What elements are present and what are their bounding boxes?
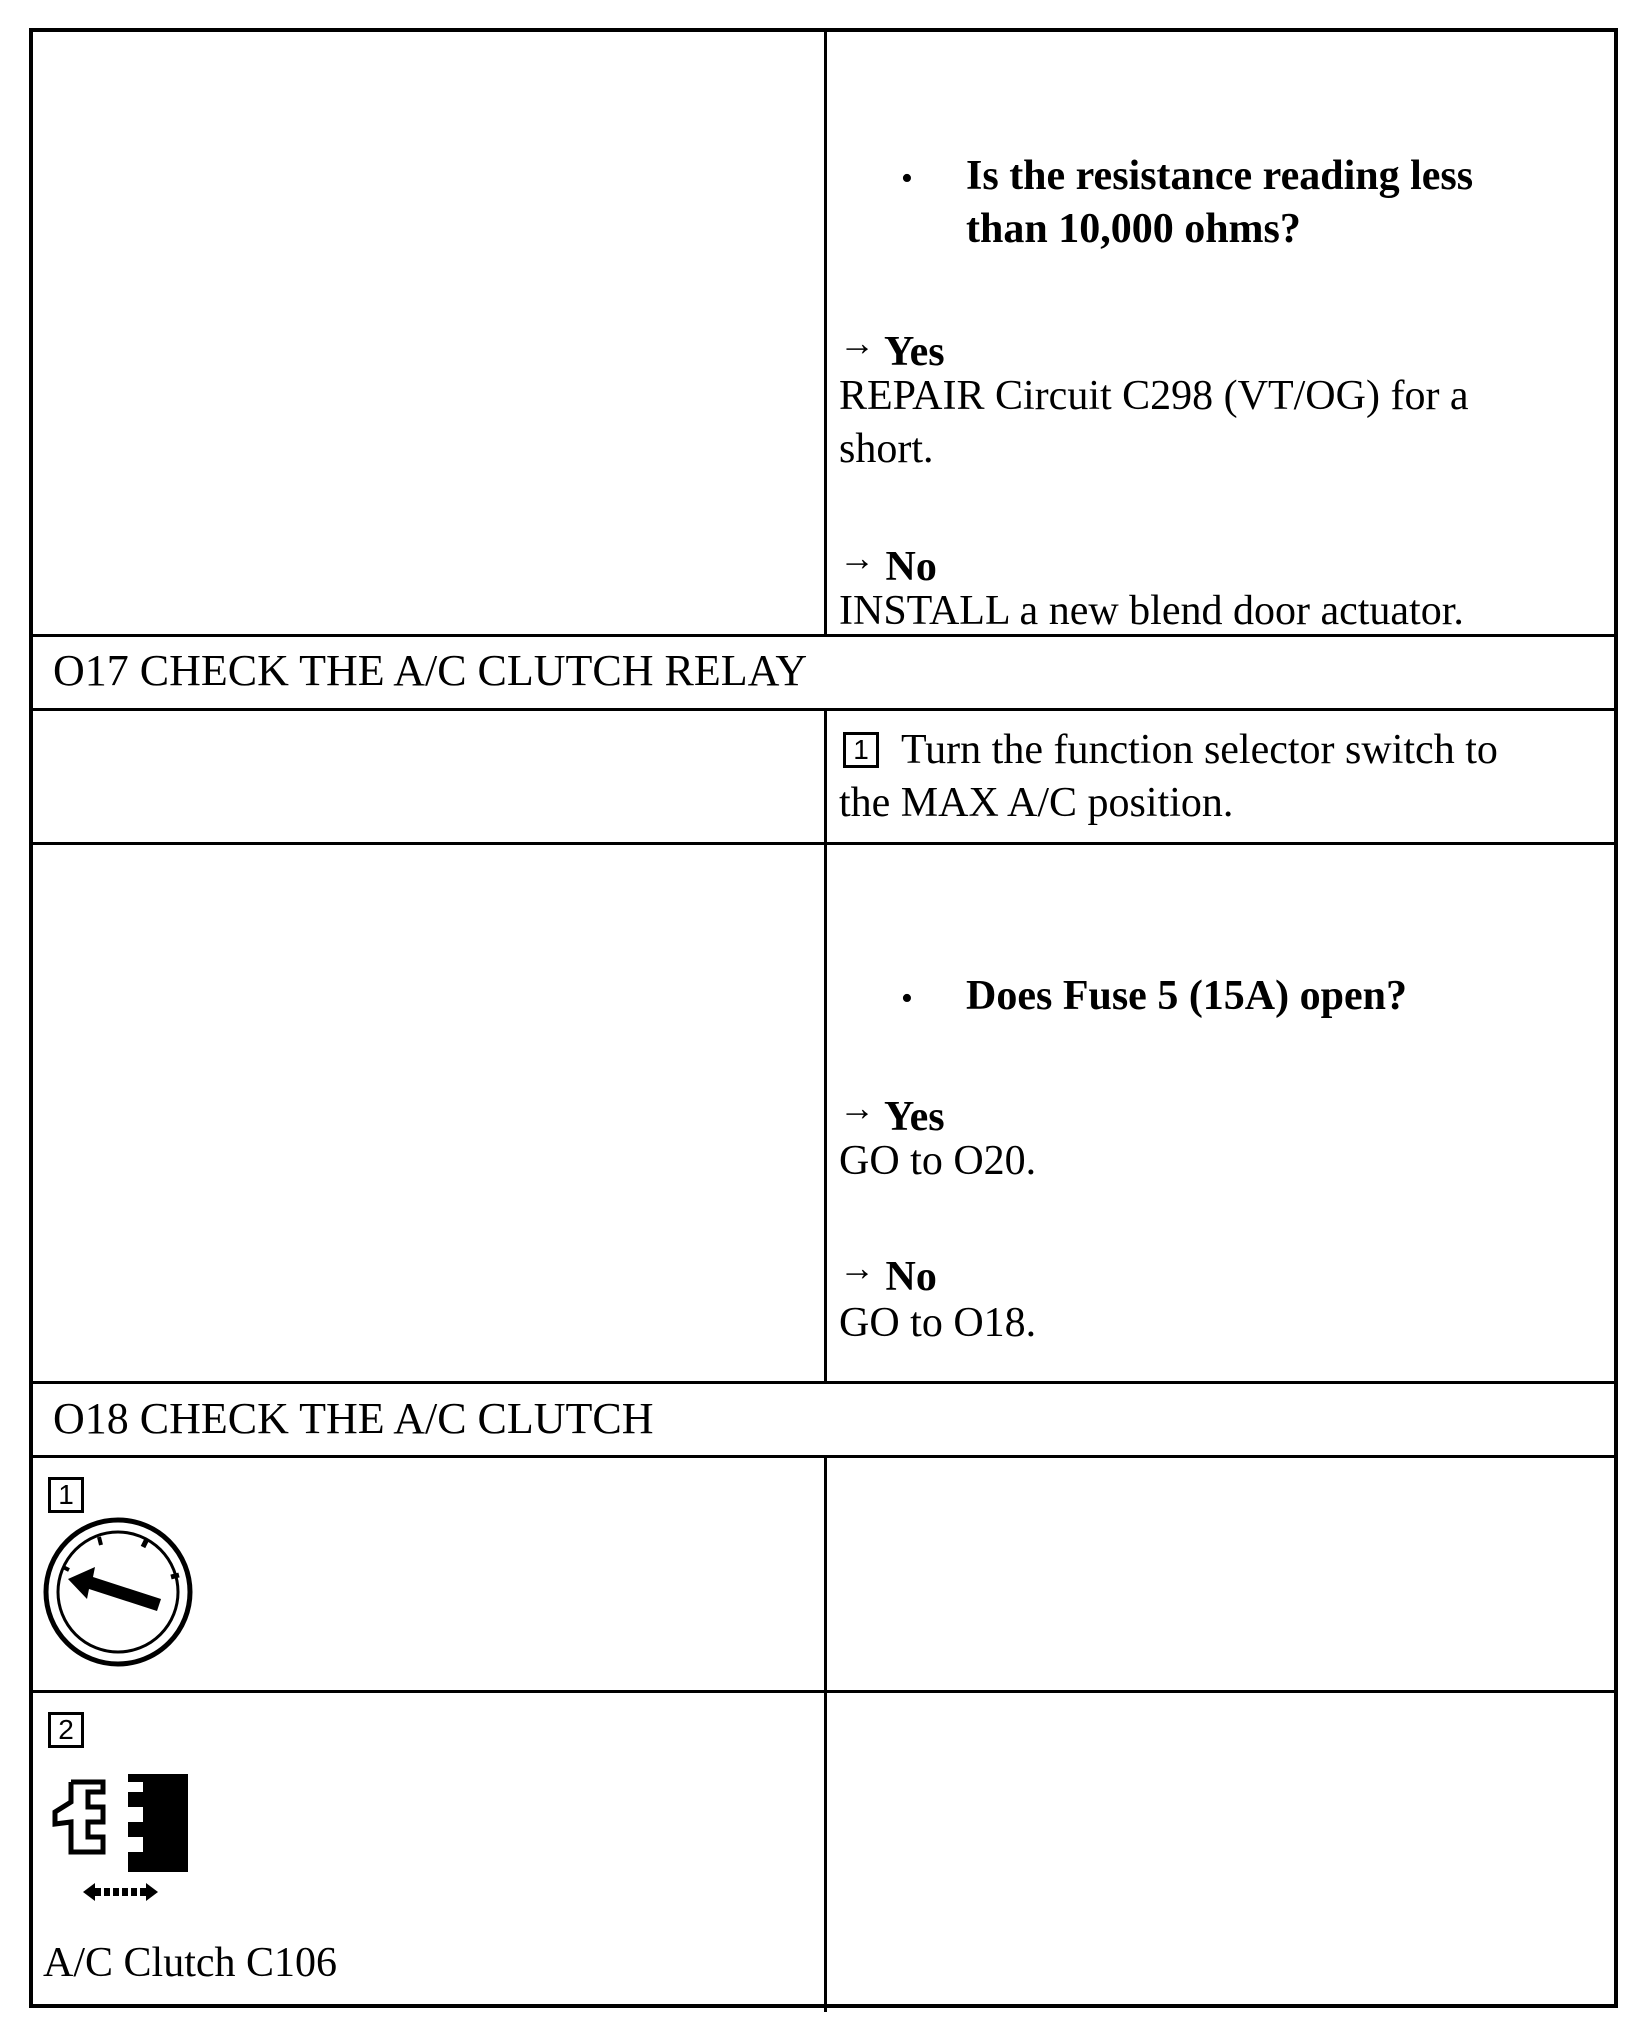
o17-question: Does Fuse 5 (15A) open? bbox=[966, 973, 1407, 1019]
connector-caption: A/C Clutch C106 bbox=[43, 1940, 338, 1986]
o17-step1-instruction bbox=[839, 724, 1498, 830]
section-title-o18: O18 CHECK THE A/C CLUTCH bbox=[53, 1394, 654, 1443]
ignition-switch-off-icon bbox=[43, 1517, 193, 1667]
arrow-right-icon: → bbox=[839, 323, 875, 363]
yes-action-line-2: short. bbox=[839, 426, 934, 472]
step-number-badge: 1 bbox=[843, 732, 879, 768]
question-text bbox=[966, 150, 1473, 256]
o17-no-label-row bbox=[839, 1242, 937, 1304]
column-divider bbox=[824, 32, 827, 634]
no-label: No bbox=[885, 544, 937, 590]
bullet-icon: • bbox=[901, 980, 913, 1017]
column-divider bbox=[824, 1457, 827, 2012]
arrow-right-icon: → bbox=[839, 1088, 875, 1128]
step-number-badge: 2 bbox=[48, 1712, 84, 1748]
row-divider bbox=[33, 708, 1614, 711]
no-action: INSTALL a new blend door actuator. bbox=[839, 588, 1464, 634]
row-divider bbox=[33, 842, 1614, 845]
row-divider bbox=[33, 1455, 1614, 1458]
yes-label: Yes bbox=[883, 329, 945, 375]
section-title-o17: O17 CHECK THE A/C CLUTCH RELAY bbox=[53, 646, 808, 695]
o17-yes-action: GO to O20. bbox=[839, 1138, 1037, 1184]
no-label: No bbox=[885, 1254, 937, 1300]
step1-line-1: Turn the function selector switch to bbox=[901, 727, 1498, 773]
connector-disconnect-icon bbox=[43, 1762, 193, 1902]
row-divider bbox=[33, 1690, 1614, 1693]
question-line-2: than 10,000 ohms? bbox=[966, 206, 1301, 252]
yes-label: Yes bbox=[883, 1094, 945, 1140]
o17-no-action: GO to O18. bbox=[839, 1300, 1037, 1346]
question-line-1: Is the resistance reading less bbox=[966, 153, 1474, 199]
procedure-table bbox=[29, 28, 1618, 2008]
arrow-right-icon: → bbox=[839, 1248, 875, 1288]
arrow-right-icon: → bbox=[839, 538, 875, 578]
bullet-icon: • bbox=[901, 160, 913, 197]
yes-action bbox=[839, 370, 1469, 476]
step1-line-2: the MAX A/C position. bbox=[839, 780, 1234, 826]
step-number-badge: 1 bbox=[48, 1477, 84, 1513]
row-divider bbox=[33, 1381, 1614, 1384]
column-divider bbox=[824, 710, 827, 1383]
yes-action-line-1: REPAIR Circuit C298 (VT/OG) for a bbox=[839, 373, 1469, 419]
